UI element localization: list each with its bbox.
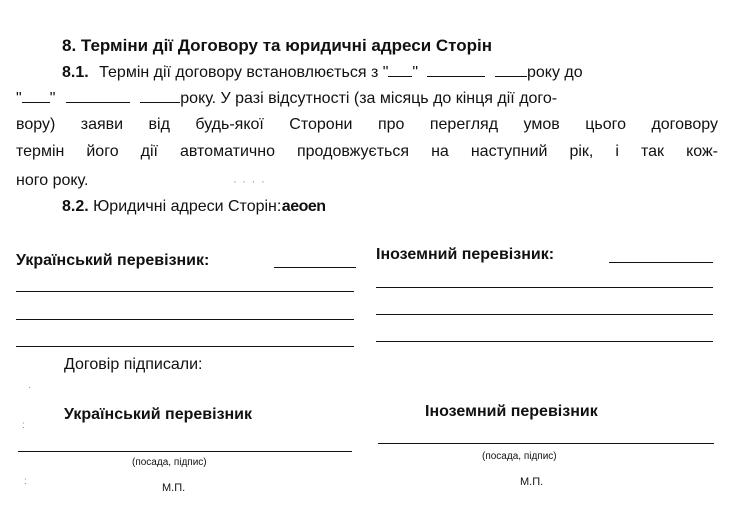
ukrainian-address-line-3 xyxy=(16,346,354,347)
section-title: 8. Терміни дії Договору та юридичні адреси Сторін xyxy=(62,36,493,55)
foreign-stamp-place: М.П. xyxy=(520,476,544,488)
blank-year-start xyxy=(495,76,527,77)
clause-8-1-line2-text: року. У разі відсутності (за місяць до кінця дії дого- xyxy=(180,90,558,107)
quote-open: " xyxy=(16,90,22,107)
print-smudge: · · · · xyxy=(232,174,266,188)
blank-month-end xyxy=(66,102,130,103)
foreign-address-line-1 xyxy=(376,287,713,288)
ukrainian-carrier-field xyxy=(274,267,356,268)
clause-8-1-number: 8.1. xyxy=(62,64,89,81)
clause-8-1-text-start: Термін дії договору встановлюється з " xyxy=(99,64,389,81)
clause-8-1-line-5 xyxy=(16,172,266,190)
foreign-address-line-2 xyxy=(376,314,713,315)
foreign-carrier-field xyxy=(609,262,713,263)
clause-8-1-line-2 xyxy=(16,90,557,108)
ukrainian-address-line-1 xyxy=(16,291,354,292)
clause-8-2-overprint: aeoen xyxy=(281,198,326,215)
blank-day-end xyxy=(22,102,50,103)
clause-8-2-text: Юридичні адреси Сторін: xyxy=(93,198,282,215)
foreign-signature-caption: (посада, підпис) xyxy=(482,451,557,462)
foreign-address-line-3 xyxy=(376,341,713,342)
scan-noise: : xyxy=(24,476,27,487)
signed-label: Договір підписали: xyxy=(64,356,203,373)
blank-year-end xyxy=(140,102,180,103)
scan-noise: · xyxy=(28,382,32,393)
ukrainian-signature-line xyxy=(18,451,352,452)
clause-8-1-line-4: термін його дії автоматично продовжується на наступний рік, і так кож- xyxy=(16,143,718,160)
ukrainian-address-line-2 xyxy=(16,319,354,320)
foreign-signature-line xyxy=(378,443,714,444)
blank-month-start xyxy=(427,76,485,77)
clause-8-1-line-1: 8.1. Термін дії договору встановлюється з " " року до xyxy=(62,64,583,81)
quote-close: " xyxy=(49,90,56,107)
ukrainian-signature-title: Український перевізник xyxy=(64,406,253,423)
blank-day-start xyxy=(388,76,412,77)
clause-8-1-line5-text: ного року. xyxy=(16,172,89,189)
clause-8-2 xyxy=(62,198,326,216)
scan-noise: : xyxy=(22,420,25,431)
ukrainian-carrier-label: Український перевізник: xyxy=(16,252,210,269)
foreign-signature-title: Іноземний перевізник xyxy=(425,403,598,420)
foreign-carrier-label: Іноземний перевізник: xyxy=(376,246,555,263)
clause-8-1-line-3: вору) заяви від будь-якої Сторони про перегляд умов цього договору xyxy=(16,116,718,133)
ukrainian-signature-caption: (посада, підпис) xyxy=(132,457,207,468)
clause-8-1-line1-end: року до xyxy=(526,64,583,81)
ukrainian-stamp-place: М.П. xyxy=(162,482,186,494)
clause-8-2-number: 8.2. xyxy=(62,198,89,215)
